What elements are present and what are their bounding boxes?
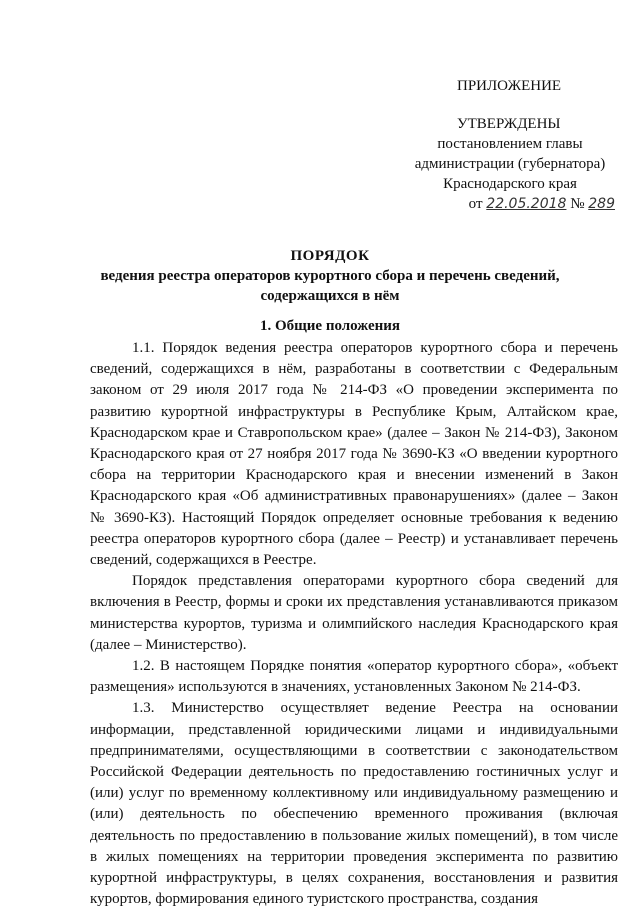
- approved-label: УТВЕРЖДЕНЫ: [457, 116, 561, 132]
- document-title: [60, 246, 600, 306]
- title-subtitle-line-2: содержащихся в нём: [260, 288, 400, 304]
- title-main: ПОРЯДОК: [290, 248, 370, 264]
- paragraph-procedure: Порядок представления операторами курортного сбора сведений для включения в Реестр, формы и сроки их представления устанавливаются приказом министерства курортов, туризма и олимпийского наследия Краснодарского края (далее – Министерство).: [90, 573, 618, 653]
- paragraph-1-2: 1.2. В настоящем Порядке понятия «оператор курортного сбора», «объект размещения» используются в значениях, установленных Законом № 214-ФЗ.: [90, 658, 618, 696]
- approval-line-2: администрации (губернатора): [414, 156, 606, 172]
- paragraph-1-3: 1.3. Министерство осуществляет ведение Реестра на основании информации, представленной юридическими лицами и индивидуальными предпринимателями, осуществляющими в соответствии с законодательством Российской Федерации деятельность по предоставлению гостиничных услуг и (или) услуг по временному коллективному или индивидуальному размещению и (или) деятельность по обеспечению временного проживания (включая деятельность по предоставлению в пользование жилых помещений), в том числе в жилых помещениях на территории проведения эксперимента по развитию курортной инфраструктуры, в целях сохранения, восстановления и развития курортов, формирования единого туристского пространства, создания: [90, 700, 618, 908]
- date-prefix: от: [468, 196, 483, 212]
- approval-line-3: Краснодарского края: [443, 176, 577, 192]
- approval-line-1: постановлением главы: [437, 136, 583, 152]
- number-prefix: №: [570, 196, 585, 212]
- title-subtitle-line-1: ведения реестра операторов курортного сбора и перечень сведений,: [100, 268, 560, 284]
- approval-date-line: [395, 194, 625, 214]
- document-body: [90, 338, 618, 910]
- handwritten-date: 22.05.2018: [486, 196, 567, 212]
- section-heading: 1. Общие положения: [259, 318, 401, 334]
- appendix-label: ПРИЛОЖЕНИЕ: [457, 78, 562, 94]
- approval-block: [395, 76, 625, 214]
- handwritten-number: 289: [588, 196, 615, 212]
- paragraph-1-1: 1.1. Порядок ведения реестра операторов курортного сбора и перечень сведений, содержащихся в нём, разработаны в соответствии с Федеральным законом от 29 июля 2017 года № 214-ФЗ «О проведении эксперимента по развитию курортной инфраструктуры в Республике Крым, Алтайском крае, Краснодарском крае и Ставропольском крае» (далее – Закон № 214-ФЗ), Законом Краснодарского края от 27 ноября 2017 года № 3690-КЗ «О введении курортного сбора на территории Краснодарского края и внесении изменений в Закон Краснодарского края «Об административных правонарушениях» (далее – Закон № 3690-КЗ). Настоящий Порядок определяет основные требования к ведению реестра операторов курортного сбора (далее – Реестр) и устанавливает перечень сведений, содержащихся в Реестре.: [90, 340, 618, 569]
